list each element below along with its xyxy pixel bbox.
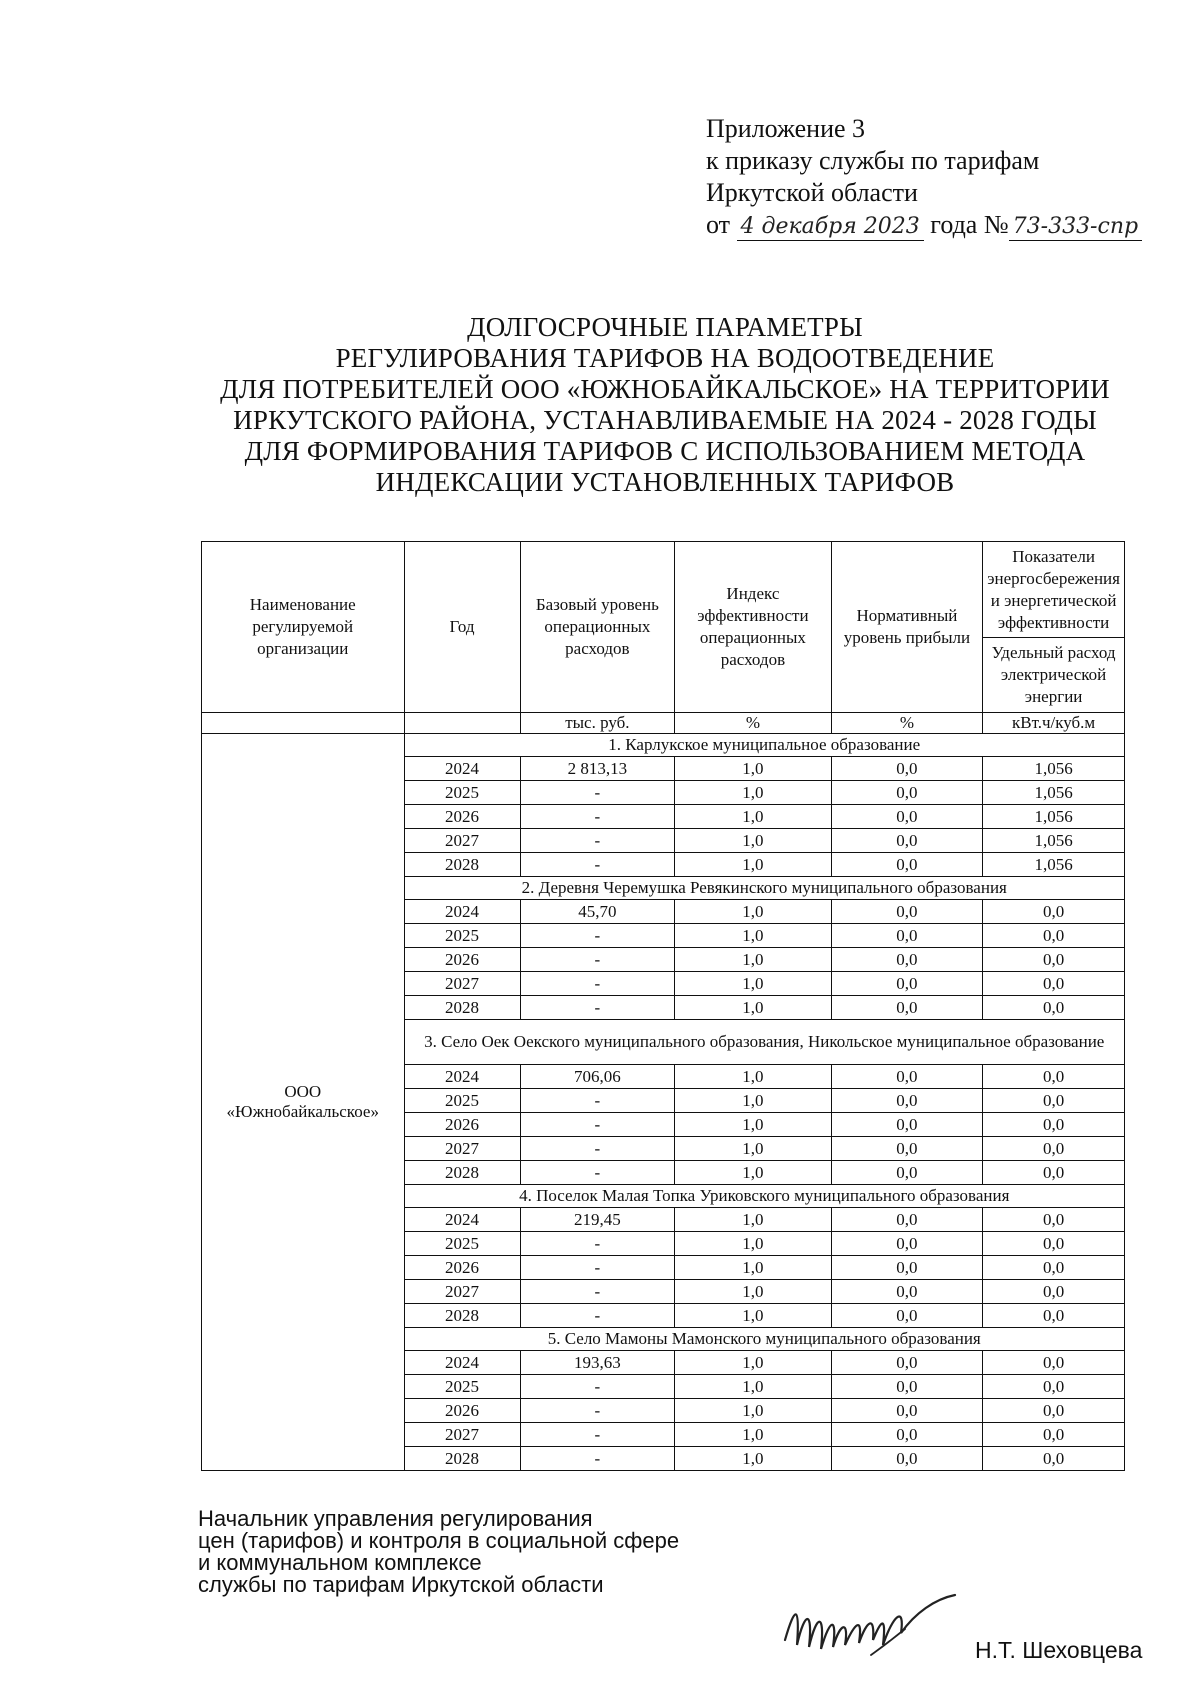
cell-base: - [520,1280,675,1304]
cell-base: - [520,1137,675,1161]
cell-energy: 0,0 [983,924,1125,948]
cell-index: 1,0 [675,1089,832,1113]
cell-profit: 0,0 [831,972,982,996]
cell-index: 1,0 [675,781,832,805]
cell-year: 2028 [404,1161,520,1185]
cell-energy: 0,0 [983,972,1125,996]
cell-energy: 0,0 [983,1089,1125,1113]
cell-base: - [520,1304,675,1328]
cell-year: 2025 [404,781,520,805]
cell-energy: 1,056 [983,781,1125,805]
cell-energy: 0,0 [983,1065,1125,1089]
appendix-from-label: от [706,210,731,239]
cell-index: 1,0 [675,853,832,877]
cell-base: 193,63 [520,1351,675,1375]
cell-energy: 1,056 [983,829,1125,853]
cell-index: 1,0 [675,1423,832,1447]
cell-year: 2026 [404,1256,520,1280]
cell-energy: 1,056 [983,757,1125,781]
cell-year: 2025 [404,924,520,948]
cell-index: 1,0 [675,1447,832,1471]
cell-profit: 0,0 [831,1399,982,1423]
cell-energy: 0,0 [983,996,1125,1020]
header-year: Год [404,542,520,713]
cell-base: 706,06 [520,1065,675,1089]
title-line: ДОЛГОСРОЧНЫЕ ПАРАМЕТРЫ [467,312,863,342]
cell-energy: 0,0 [983,900,1125,924]
cell-profit: 0,0 [831,805,982,829]
cell-index: 1,0 [675,757,832,781]
cell-index: 1,0 [675,1113,832,1137]
cell-base: - [520,1113,675,1137]
cell-year: 2026 [404,805,520,829]
cell-base: - [520,805,675,829]
cell-year: 2024 [404,757,520,781]
cell-base: 219,45 [520,1208,675,1232]
cell-index: 1,0 [675,1208,832,1232]
unit-profit: % [831,713,982,734]
cell-index: 1,0 [675,829,832,853]
cell-index: 1,0 [675,1304,832,1328]
cell-index: 1,0 [675,1256,832,1280]
cell-energy: 0,0 [983,1137,1125,1161]
section-title: 5. Село Мамоны Мамонского муниципального образования [404,1328,1125,1351]
cell-profit: 0,0 [831,1232,982,1256]
cell-year: 2025 [404,1089,520,1113]
cell-base: 2 813,13 [520,757,675,781]
handwritten-number: 73-333-спр [1009,214,1142,241]
header-index: Индекс эффективности операционных расходов [675,542,832,713]
cell-energy: 0,0 [983,948,1125,972]
cell-base: - [520,1256,675,1280]
tariff-table [201,541,1125,1471]
cell-year: 2024 [404,1208,520,1232]
unit-org [202,713,405,734]
cell-base: - [520,1161,675,1185]
cell-index: 1,0 [675,1065,832,1089]
cell-profit: 0,0 [831,1137,982,1161]
cell-base: - [520,829,675,853]
cell-index: 1,0 [675,1232,832,1256]
cell-index: 1,0 [675,948,832,972]
cell-energy: 0,0 [983,1304,1125,1328]
appendix-date-line [706,209,1142,241]
cell-year: 2028 [404,1447,520,1471]
title-line: РЕГУЛИРОВАНИЯ ТАРИФОВ НА ВОДООТВЕДЕНИЕ [335,343,995,373]
unit-year [404,713,520,734]
cell-energy: 0,0 [983,1256,1125,1280]
cell-index: 1,0 [675,1161,832,1185]
appendix-line-1: Приложение 3 [706,114,866,143]
header-energy: Удельный расход электрической энергии [983,638,1125,713]
cell-energy: 0,0 [983,1399,1125,1423]
cell-energy: 0,0 [983,1232,1125,1256]
cell-profit: 0,0 [831,757,982,781]
title-line: ДЛЯ ПОТРЕБИТЕЛЕЙ ООО «ЮЖНОБАЙКАЛЬСКОЕ» НА ТЕРРИТОРИИ [220,374,1110,404]
cell-profit: 0,0 [831,829,982,853]
cell-energy: 0,0 [983,1280,1125,1304]
title-line: ИНДЕКСАЦИИ УСТАНОВЛЕННЫХ ТАРИФОВ [375,467,955,497]
cell-year: 2026 [404,1399,520,1423]
cell-base: 45,70 [520,900,675,924]
cell-year: 2027 [404,1423,520,1447]
handwritten-date: 4 декабря 2023 [737,214,924,241]
cell-index: 1,0 [675,972,832,996]
cell-year: 2028 [404,1304,520,1328]
cell-year: 2027 [404,1137,520,1161]
cell-energy: 0,0 [983,1351,1125,1375]
section-title: 2. Деревня Черемушка Ревякинского муниципального образования [404,877,1125,900]
organization-cell: ООО «Южнобайкальское» [202,734,405,1471]
cell-base: - [520,924,675,948]
title-line: ИРКУТСКОГО РАЙОНА, УСТАНАВЛИВАЕМЫЕ НА 2024 - 2028 ГОДЫ [233,405,1097,435]
cell-year: 2026 [404,948,520,972]
cell-year: 2028 [404,996,520,1020]
cell-profit: 0,0 [831,1208,982,1232]
title-line: ДЛЯ ФОРМИРОВАНИЯ ТАРИФОВ С ИСПОЛЬЗОВАНИЕМ МЕТОДА [244,436,1086,466]
appendix-year-label: года № [930,210,1009,239]
cell-profit: 0,0 [831,1351,982,1375]
cell-profit: 0,0 [831,1375,982,1399]
cell-index: 1,0 [675,805,832,829]
unit-index: % [675,713,832,734]
cell-profit: 0,0 [831,924,982,948]
cell-profit: 0,0 [831,948,982,972]
header-org: Наименование регулируемой организации [202,542,405,713]
cell-energy: 0,0 [983,1423,1125,1447]
cell-index: 1,0 [675,1375,832,1399]
cell-year: 2024 [404,1065,520,1089]
cell-energy: 0,0 [983,1208,1125,1232]
footer-line: цен (тарифов) и контроля в социальной сфере [198,1528,680,1553]
cell-index: 1,0 [675,1399,832,1423]
cell-base: - [520,996,675,1020]
cell-energy: 1,056 [983,853,1125,877]
cell-year: 2026 [404,1113,520,1137]
cell-index: 1,0 [675,1280,832,1304]
appendix-line-2: к приказу службы по тарифам [706,146,1040,175]
cell-profit: 0,0 [831,1447,982,1471]
cell-year: 2028 [404,853,520,877]
cell-energy: 0,0 [983,1113,1125,1137]
cell-profit: 0,0 [831,1161,982,1185]
cell-year: 2024 [404,900,520,924]
cell-energy: 1,056 [983,805,1125,829]
cell-energy: 0,0 [983,1161,1125,1185]
cell-energy: 0,0 [983,1447,1125,1471]
cell-year: 2027 [404,829,520,853]
cell-index: 1,0 [675,996,832,1020]
table-body [202,734,1125,1471]
cell-base: - [520,972,675,996]
section-title: 1. Карлукское муниципальное образование [404,734,1125,757]
footer-line: и коммунальном комплексе [198,1550,482,1575]
cell-profit: 0,0 [831,1280,982,1304]
cell-base: - [520,1423,675,1447]
cell-year: 2027 [404,1280,520,1304]
unit-energy: кВт.ч/куб.м [983,713,1125,734]
cell-base: - [520,1447,675,1471]
cell-index: 1,0 [675,1137,832,1161]
cell-base: - [520,1089,675,1113]
cell-profit: 0,0 [831,1423,982,1447]
cell-base: - [520,853,675,877]
header-base: Базовый уровень операционных расходов [520,542,675,713]
header-profit: Нормативный уровень прибыли [831,542,982,713]
cell-profit: 0,0 [831,1113,982,1137]
cell-index: 1,0 [675,900,832,924]
cell-year: 2027 [404,972,520,996]
cell-year: 2025 [404,1232,520,1256]
cell-profit: 0,0 [831,1304,982,1328]
cell-energy: 0,0 [983,1375,1125,1399]
cell-profit: 0,0 [831,900,982,924]
section-title: 4. Поселок Малая Топка Уриковского муниципального образования [404,1185,1125,1208]
appendix-line-3: Иркутской области [706,178,918,207]
cell-index: 1,0 [675,924,832,948]
cell-year: 2024 [404,1351,520,1375]
cell-base: - [520,781,675,805]
cell-base: - [520,1375,675,1399]
cell-profit: 0,0 [831,996,982,1020]
handwritten-signature [775,1585,965,1675]
footer-line: Начальник управления регулирования [198,1506,593,1531]
cell-base: - [520,1399,675,1423]
appendix-block [706,113,1142,241]
cell-profit: 0,0 [831,1256,982,1280]
document-title [150,312,1180,498]
header-energy-group: Показатели энергосбережения и энергетической эффективности [983,542,1125,638]
cell-profit: 0,0 [831,853,982,877]
signer-name: Н.Т. Шеховцева [975,1637,1143,1663]
cell-year: 2025 [404,1375,520,1399]
signature-block [198,1508,679,1596]
cell-profit: 0,0 [831,781,982,805]
unit-base: тыс. руб. [520,713,675,734]
cell-base: - [520,948,675,972]
cell-profit: 0,0 [831,1065,982,1089]
cell-index: 1,0 [675,1351,832,1375]
cell-base: - [520,1232,675,1256]
cell-profit: 0,0 [831,1089,982,1113]
footer-line: службы по тарифам Иркутской области [198,1572,604,1597]
section-title: 3. Село Оек Оекского муниципального образования, Никольское муниципальное образование [404,1020,1125,1065]
